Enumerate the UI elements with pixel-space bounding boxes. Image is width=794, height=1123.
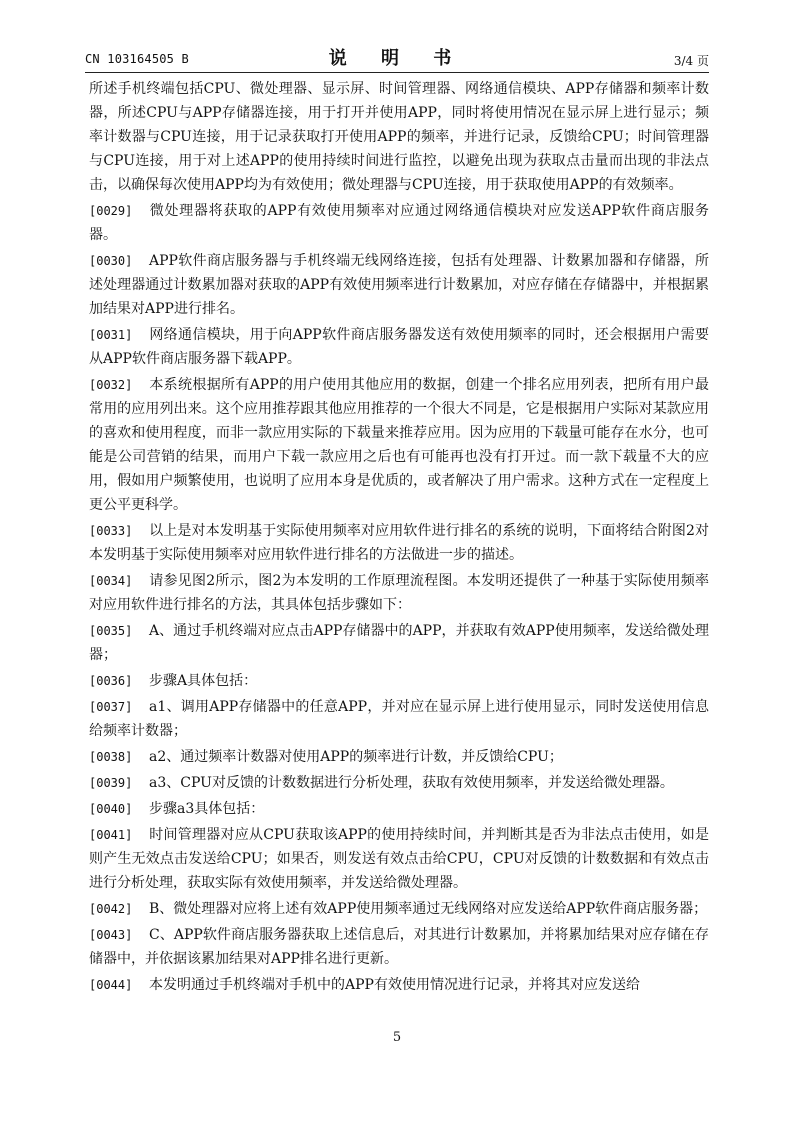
document-title: 说 明 书: [328, 48, 466, 69]
paragraph-number: [0038]: [89, 750, 133, 764]
paragraph-number: [0042]: [89, 902, 133, 916]
paragraph-number: [0031]: [89, 328, 133, 342]
paragraph: [89, 897, 709, 921]
paragraph-number: [0040]: [89, 802, 133, 816]
header-divider: [85, 72, 709, 73]
paragraph-text: 以上是对本发明基于实际使用频率对应用软件进行排名的系统的说明，下面将结合附图2对本发明基于实际使用频率对应用软件进行排名的方法做进一步的描述。: [89, 523, 709, 563]
intro-paragraph: 所述手机终端包括CPU、微处理器、显示屏、时间管理器、网络通信模块、APP存储器和频率计数器，所述CPU与APP存储器连接，用于打开并使用APP，同时将使用情况在显示屏上进行显示；频率计数器与CPU连接，用于记录获取打开使用APP的频率，并进行记录，反馈给CPU；时间管理器与CPU连接，用于对上述APP的使用持续时间进行监控，以避免出现为获取点击量而出现的非法点击，以确保每次使用APP均为有效使用；微处理器与CPU连接，用于获取使用APP的有效频率。: [89, 81, 709, 193]
paragraph-text: a2、通过频率计数器对使用APP的频率进行计数，并反馈给CPU；: [149, 749, 563, 765]
paragraph-text: a3、CPU对反馈的计数数据进行分析处理，获取有效使用频率，并发送给微处理器。: [149, 775, 674, 791]
paragraph: [89, 373, 709, 517]
paragraph-number: [0034]: [89, 574, 133, 588]
paragraph-text: 步骤a3具体包括：: [149, 801, 265, 817]
paragraph: [89, 249, 709, 321]
paragraph-number: [0029]: [89, 204, 133, 218]
page-number: 5: [392, 1030, 402, 1045]
paragraph-text: 步骤A具体包括：: [149, 673, 258, 689]
paragraph-text: A、通过手机终端对应点击APP存储器中的APP，并获取有效APP使用频率，发送给微处理器；: [89, 623, 709, 663]
paragraph-number: [0039]: [89, 776, 133, 790]
paragraph-text: 网络通信模块，用于向APP软件商店服务器发送有效使用频率的同时，还会根据用户需要从APP软件商店服务器下载APP。: [89, 327, 709, 367]
paragraph: [89, 745, 709, 769]
paragraph-text: B、微处理器对应将上述有效APP使用频率通过无线网络对应发送给APP软件商店服务器；: [149, 901, 708, 917]
paragraph-number: [0033]: [89, 524, 133, 538]
paragraph-number: [0041]: [89, 828, 133, 842]
paragraph-text: 本系统根据所有APP的用户使用其他应用的数据，创建一个排名应用列表，把所有用户最常用的应用列出来。这个应用推荐跟其他应用推荐的一个很大不同是，它是根据用户实际对某款应用的喜欢和使用程度，而非一款应用实际的下载量来推荐应用。因为应用的下载量可能存在水分，也可能是公司营销的结果，而用户下载一款应用之后也有可能再也没有打开过。而一款下载量不大的应用，假如用户频繁使用，也说明了应用本身是优质的，或者解决了用户需求。这种方式在一定程度上更公平更科学。: [89, 377, 709, 513]
paragraph-number: [0043]: [89, 928, 133, 942]
paragraph: [89, 519, 709, 567]
paragraph: [89, 669, 709, 693]
paragraph: [89, 823, 709, 895]
paragraph: [89, 323, 709, 371]
paragraph: [89, 199, 709, 247]
page-header: [85, 44, 709, 70]
paragraph: [89, 923, 709, 971]
paragraph-number: [0036]: [89, 674, 133, 688]
paragraph: [89, 619, 709, 667]
paragraph: [89, 973, 709, 997]
paragraph-number: [0035]: [89, 624, 133, 638]
paragraph-text: C、APP软件商店服务器获取上述信息后，对其进行计数累加，并将累加结果对应存储在存储器中，并依据该累加结果对APP排名进行更新。: [89, 927, 709, 967]
paragraph-list: [89, 199, 709, 997]
paragraph-number: [0037]: [89, 700, 133, 714]
paragraph-text: 请参见图2所示，图2为本发明的工作原理流程图。本发明还提供了一种基于实际使用频率对应用软件进行排名的方法，其具体包括步骤如下：: [89, 573, 709, 613]
paragraph-text: 本发明通过手机终端对手机中的APP有效使用情况进行记录，并将其对应发送给: [149, 977, 640, 993]
paragraph: [89, 695, 709, 743]
document-body: [89, 77, 709, 997]
page-indicator: 3/4 页: [673, 54, 709, 68]
paragraph-text: a1、调用APP存储器中的任意APP，并对应在显示屏上进行使用显示，同时发送使用信息给频率计数器；: [89, 699, 709, 739]
paragraph-number: [0030]: [89, 254, 133, 268]
paragraph: [89, 797, 709, 821]
paragraph-number: [0032]: [89, 378, 133, 392]
patent-number: CN 103164505 B: [85, 52, 189, 66]
paragraph-text: APP软件商店服务器与手机终端无线网络连接，包括有处理器、计数累加器和存储器，所述处理器通过计数累加器对获取的APP有效使用频率进行计数累加，对应存储在存储器中，并根据累加结果对APP进行排名。: [89, 253, 709, 317]
paragraph-number: [0044]: [89, 978, 133, 992]
paragraph: [89, 569, 709, 617]
paragraph-text: 时间管理器对应从CPU获取该APP的使用持续时间，并判断其是否为非法点击使用，如是则产生无效点击发送给CPU；如果否，则发送有效点击给CPU，CPU对反馈的计数数据和有效点击进行分析处理，获取实际有效使用频率，并发送给微处理器。: [89, 827, 709, 891]
paragraph-text: 微处理器将获取的APP有效使用频率对应通过网络通信模块对应发送APP软件商店服务器。: [89, 203, 709, 243]
paragraph: [89, 771, 709, 795]
